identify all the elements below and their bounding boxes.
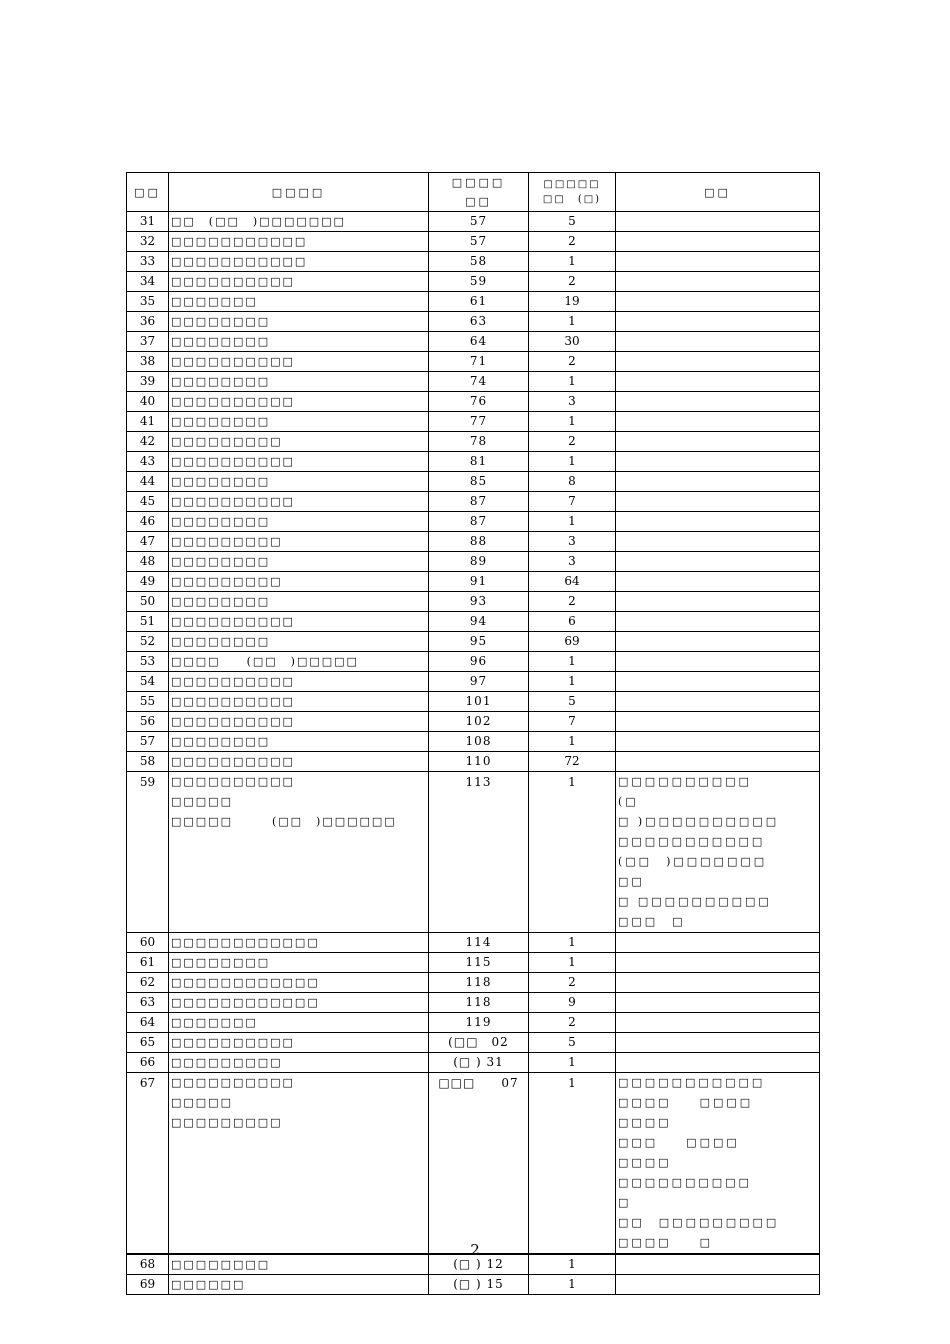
- table-row: [127, 372, 820, 392]
- row-name-cell: □□□□□□□□: [169, 632, 429, 652]
- row-name-cell: □□□□□□□□: [169, 472, 429, 492]
- row-qty-cell: 1: [529, 252, 616, 272]
- row-no-cell: 31: [127, 212, 169, 232]
- row-note-cell: [616, 973, 820, 993]
- row-page-cell: 118: [429, 973, 529, 993]
- row-name-cell: □□□□□□□□: [169, 312, 429, 332]
- row-qty-cell: 1: [529, 512, 616, 532]
- row-page-cell: (□□ 02: [429, 1033, 529, 1053]
- row-qty-cell: 72: [529, 752, 616, 772]
- row-no-cell: 35: [127, 292, 169, 312]
- row-name-cell: □□□□□□□: [169, 1013, 429, 1033]
- row-no-cell: 45: [127, 492, 169, 512]
- row-qty-cell: 1: [529, 412, 616, 432]
- row-name-cell: □□□□□□□□□□□□: [169, 993, 429, 1013]
- row-note-cell: [616, 572, 820, 592]
- row-no-cell: 64: [127, 1013, 169, 1033]
- row-no-cell: 32: [127, 232, 169, 252]
- row-note-cell: [616, 1013, 820, 1033]
- row-qty-cell: 5: [529, 692, 616, 712]
- row-qty-cell: 1: [529, 1254, 616, 1275]
- row-note-cell: [616, 432, 820, 452]
- row-name-cell: □□□□□□□□: [169, 512, 429, 532]
- row-name-cell: □□□□□□□□□□□□: [169, 933, 429, 953]
- row-page-cell: 95: [429, 632, 529, 652]
- row-note-cell: [616, 352, 820, 372]
- row-page-cell: (□ ) 12: [429, 1254, 529, 1275]
- table-row: [127, 472, 820, 492]
- row-qty-cell: 2: [529, 232, 616, 252]
- row-note-cell: [616, 712, 820, 732]
- row-qty-cell: 1: [529, 372, 616, 392]
- row-no-cell: 40: [127, 392, 169, 412]
- row-note-cell: [616, 953, 820, 973]
- table-row: [127, 492, 820, 512]
- row-note-cell: [616, 1275, 820, 1295]
- row-name-cell: □□□□□□□□□□: [169, 272, 429, 292]
- row-page-cell: 85: [429, 472, 529, 492]
- row-qty-cell: 7: [529, 712, 616, 732]
- row-name-cell: □□□□□□□□□□: [169, 612, 429, 632]
- row-no-cell: 44: [127, 472, 169, 492]
- row-name-cell: □□□□□□□□□□□: [169, 252, 429, 272]
- row-no-cell: 48: [127, 552, 169, 572]
- row-note-cell: [616, 1053, 820, 1073]
- row-no-cell: 51: [127, 612, 169, 632]
- row-name-cell: □□□□□□□□□□□: [169, 232, 429, 252]
- row-no-cell: 60: [127, 933, 169, 953]
- row-qty-cell: 8: [529, 472, 616, 492]
- row-note-cell: [616, 512, 820, 532]
- row-qty-cell: 9: [529, 993, 616, 1013]
- table-row: [127, 1053, 820, 1073]
- row-note-cell: □□□□□□□□□□□ □□□□ □□□□ □□□□ □□□ □□□□ □□□□ □□□□□□□□□□ □ □□ □□□□□□□□□ □□□□ □: [616, 1073, 820, 1255]
- row-name-cell: □□□□□□□□: [169, 1254, 429, 1275]
- table-row: [127, 592, 820, 612]
- row-note-cell: [616, 933, 820, 953]
- row-no-cell: 55: [127, 692, 169, 712]
- row-page-cell: 115: [429, 953, 529, 973]
- row-no-cell: 61: [127, 953, 169, 973]
- table-row: [127, 392, 820, 412]
- row-name-cell: □□□□□□□□□□: [169, 712, 429, 732]
- row-qty-cell: 3: [529, 552, 616, 572]
- row-page-cell: 74: [429, 372, 529, 392]
- row-note-cell: [616, 592, 820, 612]
- row-qty-cell: 2: [529, 973, 616, 993]
- row-note-cell: [616, 212, 820, 232]
- row-note-cell: [616, 312, 820, 332]
- contents-table-container: [126, 172, 819, 1295]
- page-number: 2: [470, 1241, 480, 1259]
- row-no-cell: 41: [127, 412, 169, 432]
- row-name-cell: □□□□□□□□□□□□: [169, 973, 429, 993]
- row-name-cell: □□□□□□□□□□ □□□□□ □□□□□□□□□: [169, 1073, 429, 1255]
- row-page-cell: 78: [429, 432, 529, 452]
- row-note-cell: [616, 472, 820, 492]
- row-no-cell: 43: [127, 452, 169, 472]
- table-row: [127, 652, 820, 672]
- row-note-cell: [616, 632, 820, 652]
- row-name-cell: □□□□□□□: [169, 292, 429, 312]
- header-name: □□□□: [169, 173, 429, 212]
- row-no-cell: 63: [127, 993, 169, 1013]
- row-qty-cell: 5: [529, 212, 616, 232]
- row-page-cell: 91: [429, 572, 529, 592]
- row-name-cell: □□□□□□□□□□: [169, 672, 429, 692]
- row-name-cell: □□□□□□□□: [169, 332, 429, 352]
- table-row: [127, 672, 820, 692]
- row-no-cell: 69: [127, 1275, 169, 1295]
- row-qty-cell: 1: [529, 1053, 616, 1073]
- table-row: [127, 292, 820, 312]
- table-row: [127, 552, 820, 572]
- table-row: [127, 332, 820, 352]
- table-row: [127, 973, 820, 993]
- row-note-cell: [616, 752, 820, 772]
- row-no-cell: 36: [127, 312, 169, 332]
- row-name-cell: □□□□□□□□□: [169, 532, 429, 552]
- table-row: [127, 1033, 820, 1053]
- table-row: [127, 252, 820, 272]
- row-qty-cell: 2: [529, 272, 616, 292]
- row-note-cell: [616, 252, 820, 272]
- row-page-cell: 96: [429, 652, 529, 672]
- row-name-cell: □□□□□□□□□: [169, 1053, 429, 1073]
- row-note-cell: [616, 652, 820, 672]
- row-page-cell: 88: [429, 532, 529, 552]
- header-note: □□: [616, 173, 820, 212]
- header-page: □□□□ □□: [429, 173, 529, 212]
- row-page-cell: 94: [429, 612, 529, 632]
- row-note-cell: [616, 372, 820, 392]
- row-page-cell: 110: [429, 752, 529, 772]
- row-qty-cell: 5: [529, 1033, 616, 1053]
- table-row: [127, 612, 820, 632]
- row-page-cell: 87: [429, 492, 529, 512]
- row-name-cell: □□□□□□□□□□: [169, 392, 429, 412]
- row-no-cell: 65: [127, 1033, 169, 1053]
- row-no-cell: 57: [127, 732, 169, 752]
- row-name-cell: □□□□□□□□□□: [169, 692, 429, 712]
- row-no-cell: 33: [127, 252, 169, 272]
- row-qty-cell: 1: [529, 953, 616, 973]
- row-note-cell: [616, 232, 820, 252]
- row-qty-cell: 2: [529, 352, 616, 372]
- row-no-cell: 49: [127, 572, 169, 592]
- row-page-cell: 77: [429, 412, 529, 432]
- row-note-cell: [616, 332, 820, 352]
- row-note-cell: [616, 412, 820, 432]
- row-page-cell: □□□ 07: [429, 1073, 529, 1255]
- row-name-cell: □□□□□□□□: [169, 412, 429, 432]
- row-note-cell: [616, 452, 820, 472]
- table-row: [127, 1275, 820, 1295]
- row-page-cell: 76: [429, 392, 529, 412]
- table-row: [127, 1013, 820, 1033]
- row-name-cell: □□□□□□□□: [169, 732, 429, 752]
- row-page-cell: 87: [429, 512, 529, 532]
- header-qty-line1: □□□□□: [543, 179, 601, 190]
- row-no-cell: 37: [127, 332, 169, 352]
- row-note-cell: [616, 672, 820, 692]
- row-qty-cell: 7: [529, 492, 616, 512]
- table-row: [127, 692, 820, 712]
- row-page-cell: 81: [429, 452, 529, 472]
- row-page-cell: (□ ) 15: [429, 1275, 529, 1295]
- row-no-cell: 46: [127, 512, 169, 532]
- row-no-cell: 67: [127, 1073, 169, 1255]
- row-page-cell: 57: [429, 232, 529, 252]
- row-note-cell: [616, 1033, 820, 1053]
- table-row: [127, 772, 820, 933]
- row-qty-cell: 2: [529, 432, 616, 452]
- table-row: [127, 312, 820, 332]
- row-note-cell: [616, 732, 820, 752]
- row-name-cell: □□□□□□□□□□: [169, 752, 429, 772]
- row-note-cell: [616, 292, 820, 312]
- row-page-cell: 71: [429, 352, 529, 372]
- row-name-cell: □□□□□□□□□□ □□□□□ □□□□□ (□□ )□□□□□□: [169, 772, 429, 933]
- row-name-cell: □□□□□□□□□□: [169, 352, 429, 372]
- row-no-cell: 47: [127, 532, 169, 552]
- row-page-cell: 57: [429, 212, 529, 232]
- table-row: [127, 732, 820, 752]
- row-qty-cell: 1: [529, 452, 616, 472]
- row-page-cell: 58: [429, 252, 529, 272]
- row-qty-cell: 6: [529, 612, 616, 632]
- row-page-cell: 101: [429, 692, 529, 712]
- table-row: [127, 1073, 820, 1255]
- row-name-cell: □□□□□□□□: [169, 592, 429, 612]
- row-no-cell: 52: [127, 632, 169, 652]
- row-name-cell: □□□□□□□□□□: [169, 452, 429, 472]
- row-note-cell: [616, 492, 820, 512]
- row-note-cell: [616, 552, 820, 572]
- table-row: [127, 412, 820, 432]
- row-note-cell: [616, 392, 820, 412]
- row-note-cell: [616, 692, 820, 712]
- row-page-cell: 114: [429, 933, 529, 953]
- table-row: [127, 272, 820, 292]
- table-row: [127, 452, 820, 472]
- row-qty-cell: 1: [529, 933, 616, 953]
- row-no-cell: 42: [127, 432, 169, 452]
- row-no-cell: 39: [127, 372, 169, 392]
- row-qty-cell: 1: [529, 672, 616, 692]
- table-row: [127, 572, 820, 592]
- row-no-cell: 34: [127, 272, 169, 292]
- row-no-cell: 68: [127, 1254, 169, 1275]
- row-page-cell: 97: [429, 672, 529, 692]
- row-qty-cell: 1: [529, 1073, 616, 1255]
- row-no-cell: 56: [127, 712, 169, 732]
- row-qty-cell: 1: [529, 1275, 616, 1295]
- row-page-cell: 89: [429, 552, 529, 572]
- row-qty-cell: 3: [529, 392, 616, 412]
- table-row: [127, 953, 820, 973]
- row-name-cell: □□□□□□: [169, 1275, 429, 1295]
- contents-table: [126, 172, 820, 1295]
- table-row: [127, 752, 820, 772]
- row-page-cell: 119: [429, 1013, 529, 1033]
- row-qty-cell: 2: [529, 1013, 616, 1033]
- row-page-cell: 93: [429, 592, 529, 612]
- table-header-row: [127, 173, 820, 212]
- row-qty-cell: 3: [529, 532, 616, 552]
- row-qty-cell: 1: [529, 772, 616, 933]
- row-name-cell: □□□□□□□□: [169, 372, 429, 392]
- header-no: □□: [127, 173, 169, 212]
- table-row: [127, 512, 820, 532]
- table-row: [127, 212, 820, 232]
- row-no-cell: 53: [127, 652, 169, 672]
- table-body: [127, 212, 820, 1295]
- row-note-cell: [616, 993, 820, 1013]
- header-qty-line2: □□ (□): [542, 194, 602, 205]
- row-no-cell: 50: [127, 592, 169, 612]
- row-no-cell: 62: [127, 973, 169, 993]
- table-row: [127, 632, 820, 652]
- table-row: [127, 933, 820, 953]
- row-name-cell: □□ (□□ )□□□□□□□: [169, 212, 429, 232]
- row-page-cell: 59: [429, 272, 529, 292]
- table-row: [127, 993, 820, 1013]
- header-qty: [529, 173, 616, 212]
- row-no-cell: 58: [127, 752, 169, 772]
- row-name-cell: □□□□ (□□ )□□□□□: [169, 652, 429, 672]
- row-note-cell: [616, 272, 820, 292]
- row-name-cell: □□□□□□□□: [169, 953, 429, 973]
- row-qty-cell: 64: [529, 572, 616, 592]
- row-qty-cell: 19: [529, 292, 616, 312]
- row-qty-cell: 2: [529, 592, 616, 612]
- row-no-cell: 54: [127, 672, 169, 692]
- row-qty-cell: 1: [529, 732, 616, 752]
- row-page-cell: 61: [429, 292, 529, 312]
- row-name-cell: □□□□□□□□□□: [169, 1033, 429, 1053]
- table-row: [127, 432, 820, 452]
- table-row: [127, 712, 820, 732]
- row-qty-cell: 30: [529, 332, 616, 352]
- row-qty-cell: 1: [529, 312, 616, 332]
- row-page-cell: 63: [429, 312, 529, 332]
- row-note-cell: [616, 532, 820, 552]
- row-page-cell: 108: [429, 732, 529, 752]
- table-row: [127, 232, 820, 252]
- table-row: [127, 352, 820, 372]
- row-name-cell: □□□□□□□□□: [169, 432, 429, 452]
- row-page-cell: 102: [429, 712, 529, 732]
- row-no-cell: 66: [127, 1053, 169, 1073]
- row-qty-cell: 69: [529, 632, 616, 652]
- row-page-cell: 118: [429, 993, 529, 1013]
- row-note-cell: [616, 612, 820, 632]
- row-no-cell: 38: [127, 352, 169, 372]
- row-page-cell: 113: [429, 772, 529, 933]
- row-page-cell: 64: [429, 332, 529, 352]
- table-row: [127, 532, 820, 552]
- row-name-cell: □□□□□□□□□□: [169, 492, 429, 512]
- row-name-cell: □□□□□□□□: [169, 552, 429, 572]
- row-page-cell: (□ ) 31: [429, 1053, 529, 1073]
- row-name-cell: □□□□□□□□□: [169, 572, 429, 592]
- row-no-cell: 59: [127, 772, 169, 933]
- row-qty-cell: 1: [529, 652, 616, 672]
- row-note-cell: □□□□□□□□□□ (□ □ )□□□□□□□□□□ □□□□□□□□□□□ (□□ )□□□□□□□ □□ □ □□□□□□□□□□ □□□ □: [616, 772, 820, 933]
